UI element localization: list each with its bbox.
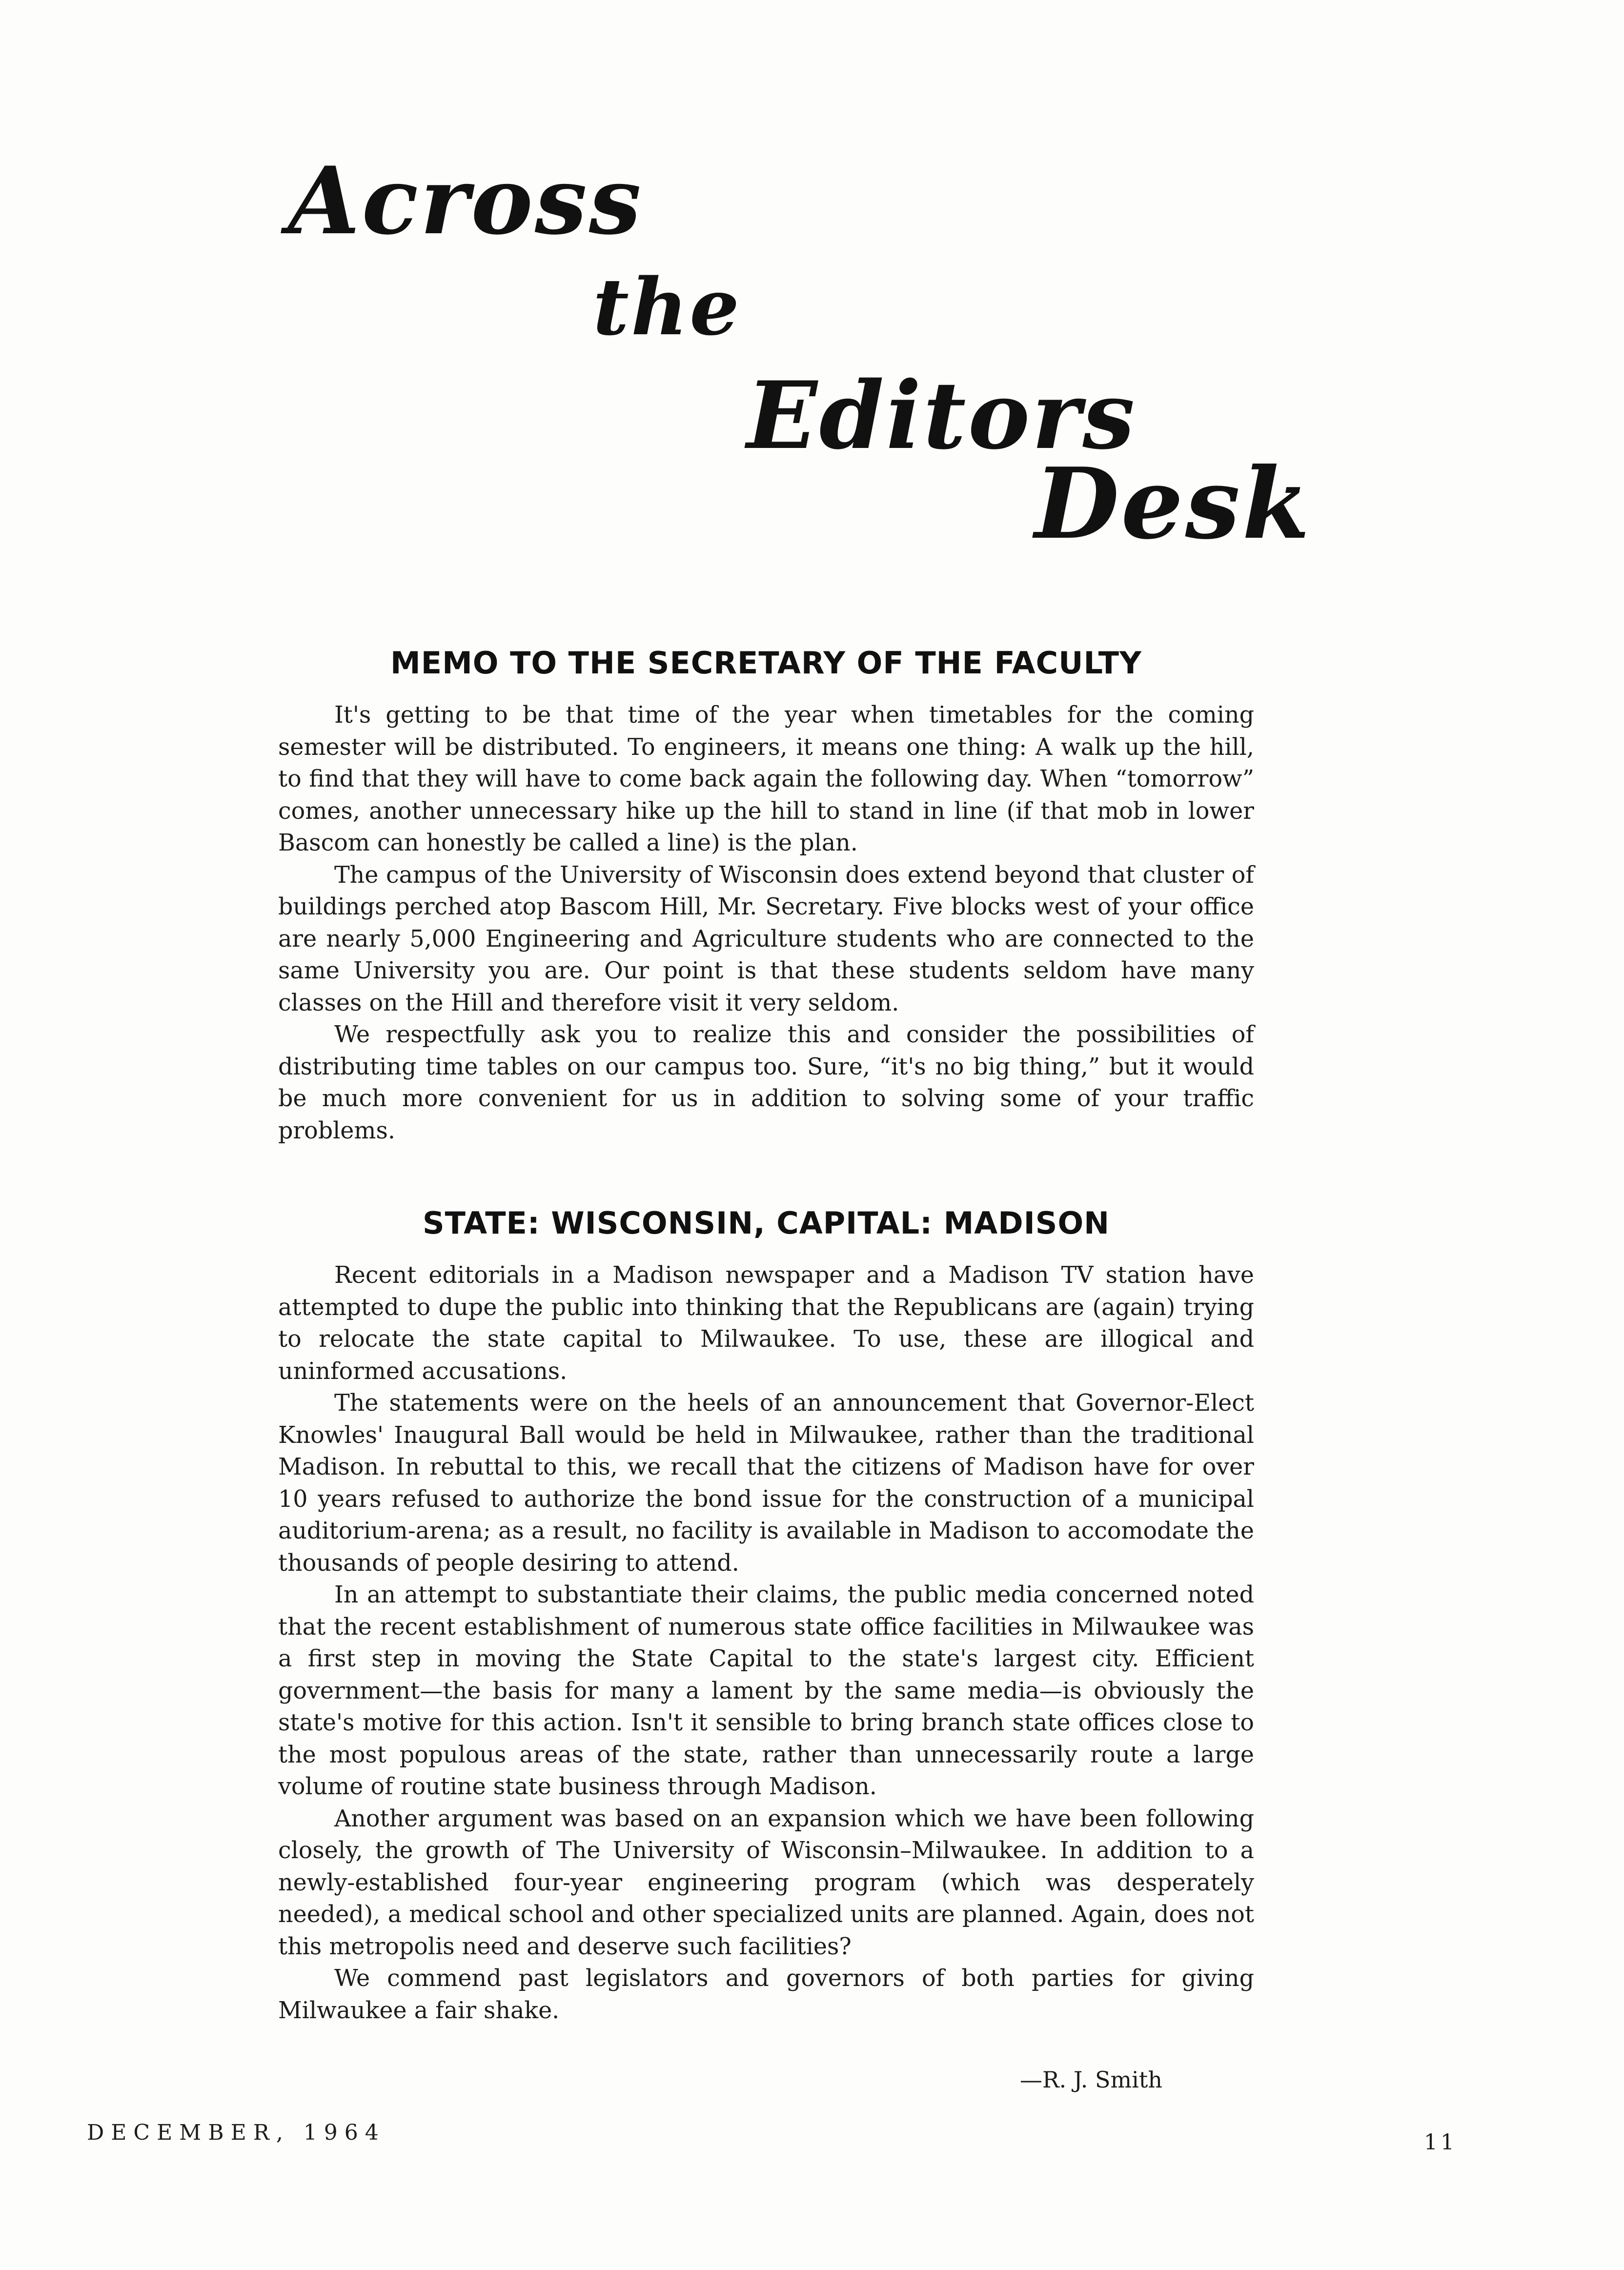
footer-date: DECEMBER, 1964 xyxy=(87,2120,386,2145)
article-heading: MEMO TO THE SECRETARY OF THE FACULTY xyxy=(390,645,1142,681)
article-paragraph: Recent editorials in a Madison newspaper and a Madison TV station have attempted to dupe the public into thinking that the Republicans are (again) trying to relocate the state capital to Milwaukee. To use, these are illogical and uninformed accusations. xyxy=(278,1262,1254,1385)
article-paragraph: We respectfully ask you to realize this and consider the possibilities of distributing time tables on our campus too. Sure, “it's no big thing,” but it would be much more convenient for us in addition to solving some of your traffic problems. xyxy=(278,1021,1254,1144)
article-paragraph: The campus of the University of Wisconsin does extend beyond that cluster of buildings perched atop Bascom Hill, Mr. Secretary. Five blocks west of your office are nearly 5,000 Engineering and Agriculture students who are connected to the same University you are. Our point is that these students seldom have many classes on the Hill and therefore visit it very seldom. xyxy=(278,861,1254,1016)
article-paragraph: Another argument was based on an expansion which we have been following closely, the growth of The University of Wisconsin–Milwaukee. In addition to a newly-established four-year engineering program (which was desperately needed), a medical school and other specialized units are planned. Again, does not this metropolis need and deserve such facilities? xyxy=(278,1805,1254,1960)
page-number: 11 xyxy=(1424,2130,1457,2155)
author-signature: —R. J. Smith xyxy=(1020,2067,1162,2093)
title-word-across: Across xyxy=(288,146,643,255)
article-paragraph: It's getting to be that time of the year when timetables for the coming semester will be distributed. To engineers, it means one thing: A walk up the hill, to find that they will have to come back again the following day. When “tomorrow” comes, another unnecessary hike up the hill to stand in line (if that mob in lower Bascom can honestly be called a line) is the plan. xyxy=(278,702,1254,856)
article-heading: STATE: WISCONSIN, CAPITAL: MADISON xyxy=(422,1205,1110,1241)
title-word-the: the xyxy=(593,261,742,353)
title-word-desk: Desk xyxy=(1035,446,1312,561)
article-paragraph: The statements were on the heels of an announcement that Governor-Elect Knowles' Inaugural Ball would be held in Milwaukee, rather than the traditional Madison. In rebuttal to this, we recall that the citizens of Madison have for over 10 years refused to authorize the bond issue for the construction of a municipal auditorium-arena; as a result, no facility is available in Madison to accomodate the thousands of people desiring to attend. xyxy=(278,1390,1254,1577)
article-memo xyxy=(278,645,1254,1147)
title-word-editors: Editors xyxy=(747,361,1137,470)
article-paragraph: In an attempt to substantiate their claims, the public media concerned noted that the recent establishment of numerous state office facilities in Milwaukee was a first step in moving the State Capital to the state's largest city. Efficient government—the basis for many a lament by the same media—is obviously the state's motive for this action. Isn't it sensible to bring branch state offices close to the most populous areas of the state, rather than unnecessarily route a large volume of routine state business through Madison. xyxy=(278,1581,1254,1800)
article-state-capital xyxy=(278,1205,1254,2027)
article-paragraph: We commend past legislators and governors of both parties for giving Milwaukee a fair shake. xyxy=(278,1965,1254,2024)
